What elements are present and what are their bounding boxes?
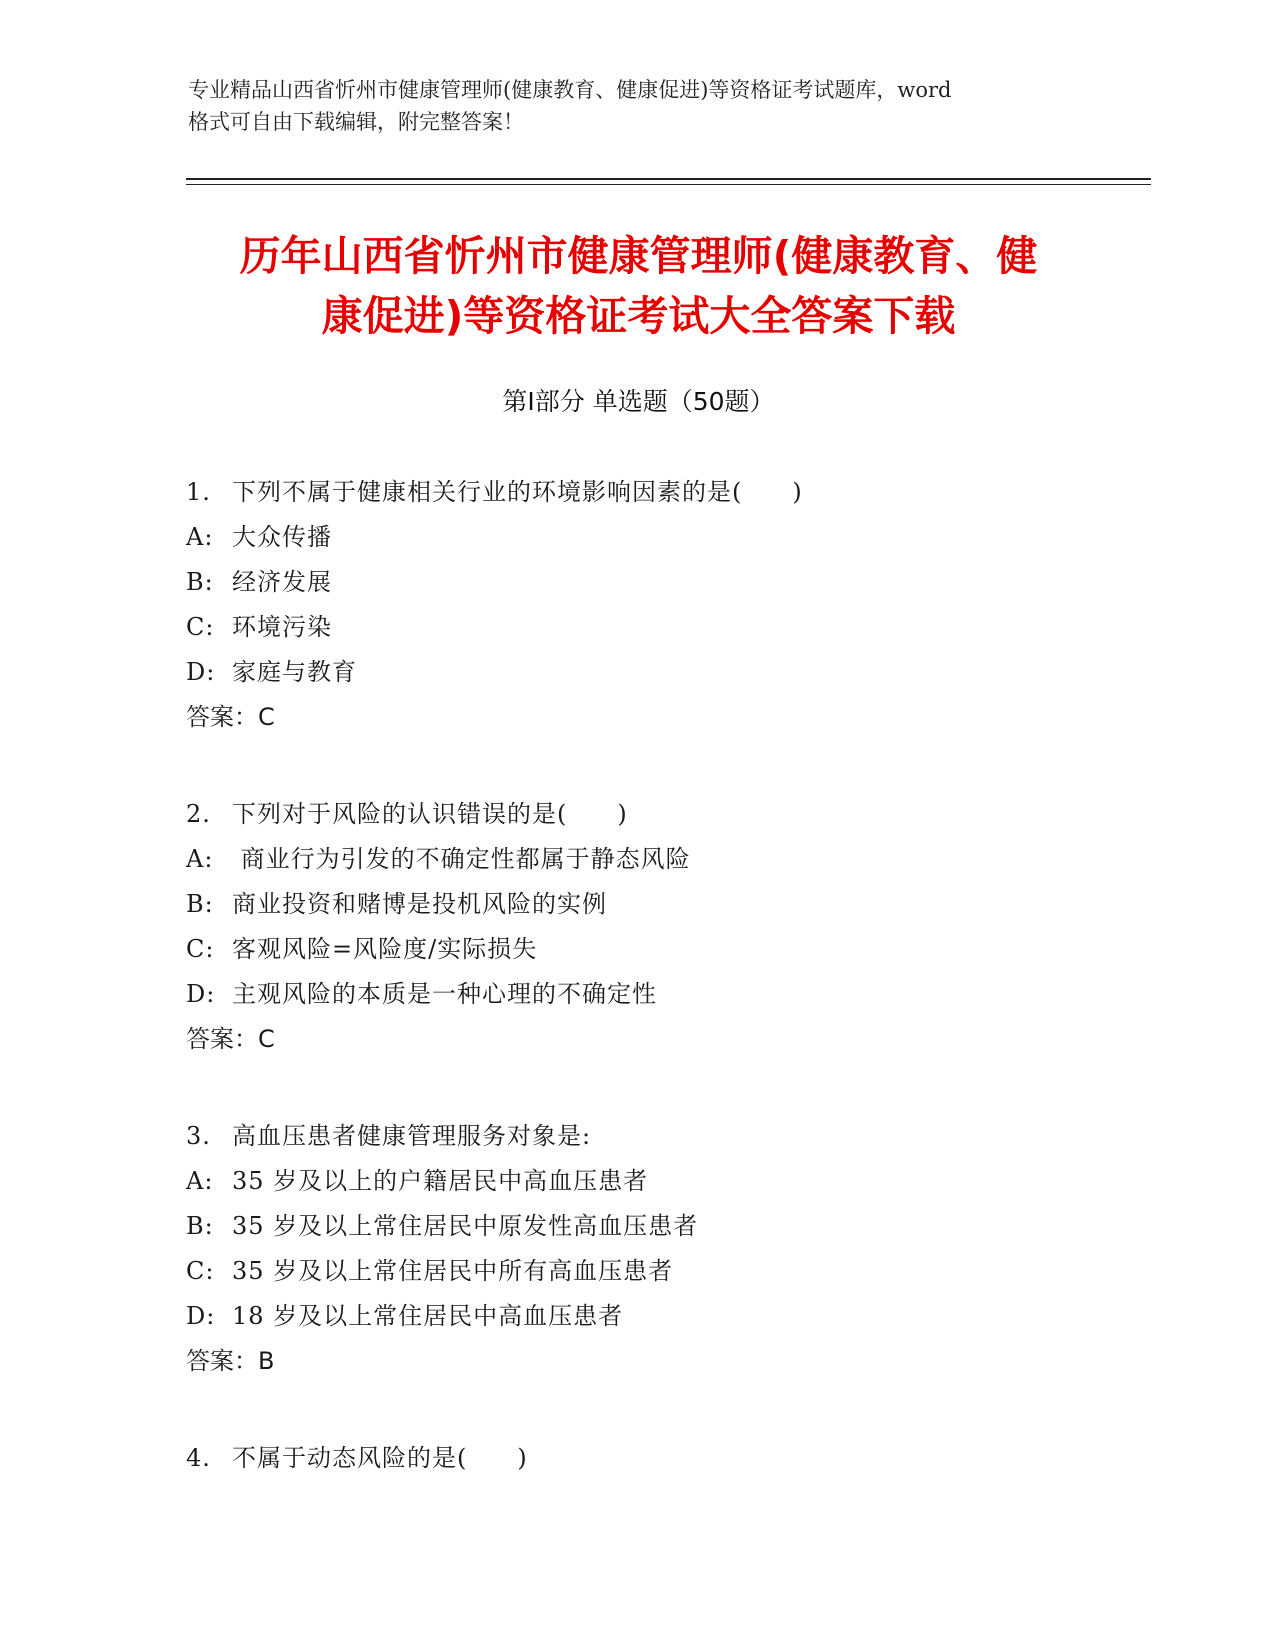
option-letter: C: xyxy=(186,1257,215,1285)
option-letter: D: xyxy=(186,1302,216,1330)
option-text: 家庭与教育 xyxy=(232,658,357,686)
question-stem xyxy=(186,1436,1086,1481)
option-b xyxy=(186,1204,1086,1249)
option-a xyxy=(186,515,1086,560)
option-text: 大众传播 xyxy=(232,523,332,551)
question-2 xyxy=(186,792,1086,1062)
document-title-line-2: 康促进)等资格证考试大全答案下载 xyxy=(321,292,956,340)
question-stem xyxy=(186,792,1086,837)
option-text: 35 岁及以上常住居民中原发性高血压患者 xyxy=(232,1212,699,1240)
option-letter: A: xyxy=(186,845,214,873)
option-letter: D: xyxy=(186,658,216,686)
option-text: 主观风险的本质是一种心理的不确定性 xyxy=(232,980,657,1008)
question-number: 1. xyxy=(186,478,211,506)
question-number: 2. xyxy=(186,800,211,828)
option-c xyxy=(186,1249,1086,1294)
option-d xyxy=(186,650,1086,695)
option-d xyxy=(186,972,1086,1017)
document-title-line-1: 历年山西省忻州市健康管理师(健康教育、健 xyxy=(239,232,1038,280)
option-text: 客观风险=风险度/实际损失 xyxy=(232,935,538,963)
question-text: 高血压患者健康管理服务对象是: xyxy=(232,1122,592,1150)
header-note-line-1: 专业精品山西省忻州市健康管理师(健康教育、健康促进)等资格证考试题库，word xyxy=(188,78,952,102)
question-stem xyxy=(186,470,1086,515)
option-d xyxy=(186,1294,1086,1339)
option-text: 商业投资和赌博是投机风险的实例 xyxy=(232,890,607,918)
option-text: 18 岁及以上常住居民中高血压患者 xyxy=(232,1302,624,1330)
option-letter: D: xyxy=(186,980,216,1008)
document-title xyxy=(186,226,1091,346)
answer-line: 答案：C xyxy=(186,703,275,731)
question-number: 4. xyxy=(186,1444,211,1472)
option-letter: B: xyxy=(186,890,214,918)
option-c xyxy=(186,927,1086,972)
header-divider-thick xyxy=(186,178,1151,180)
question-number: 3. xyxy=(186,1122,211,1150)
question-4 xyxy=(186,1436,1086,1481)
option-letter: B: xyxy=(186,1212,214,1240)
option-text: 35 岁及以上的户籍居民中高血压患者 xyxy=(232,1167,649,1195)
option-letter: A: xyxy=(186,1167,214,1195)
header-note-line-2: 格式可自由下载编辑，附完整答案！ xyxy=(188,110,524,134)
option-letter: C: xyxy=(186,613,215,641)
option-letter: B: xyxy=(186,568,214,596)
option-text: 35 岁及以上常住居民中所有高血压患者 xyxy=(232,1257,674,1285)
option-letter: A: xyxy=(186,523,214,551)
option-b xyxy=(186,882,1086,927)
option-text: 经济发展 xyxy=(232,568,332,596)
header-divider-thin xyxy=(186,184,1151,185)
option-text: 商业行为引发的不确定性都属于静态风险 xyxy=(232,845,691,873)
option-b xyxy=(186,560,1086,605)
question-3 xyxy=(186,1114,1086,1384)
question-text: 下列不属于健康相关行业的环境影响因素的是( ) xyxy=(232,478,803,506)
question-stem xyxy=(186,1114,1086,1159)
section-heading: 第Ⅰ部分 单选题（50题） xyxy=(502,387,775,416)
option-a xyxy=(186,837,1086,882)
header-note xyxy=(188,74,1088,138)
question-list xyxy=(186,470,1086,1533)
option-text: 环境污染 xyxy=(232,613,332,641)
option-a xyxy=(186,1159,1086,1204)
answer-line: 答案：B xyxy=(186,1347,275,1375)
option-c xyxy=(186,605,1086,650)
option-letter: C: xyxy=(186,935,215,963)
question-text: 下列对于风险的认识错误的是( ) xyxy=(232,800,628,828)
answer-line: 答案：C xyxy=(186,1025,275,1053)
question-1 xyxy=(186,470,1086,740)
question-text: 不属于动态风险的是( ) xyxy=(232,1444,528,1472)
